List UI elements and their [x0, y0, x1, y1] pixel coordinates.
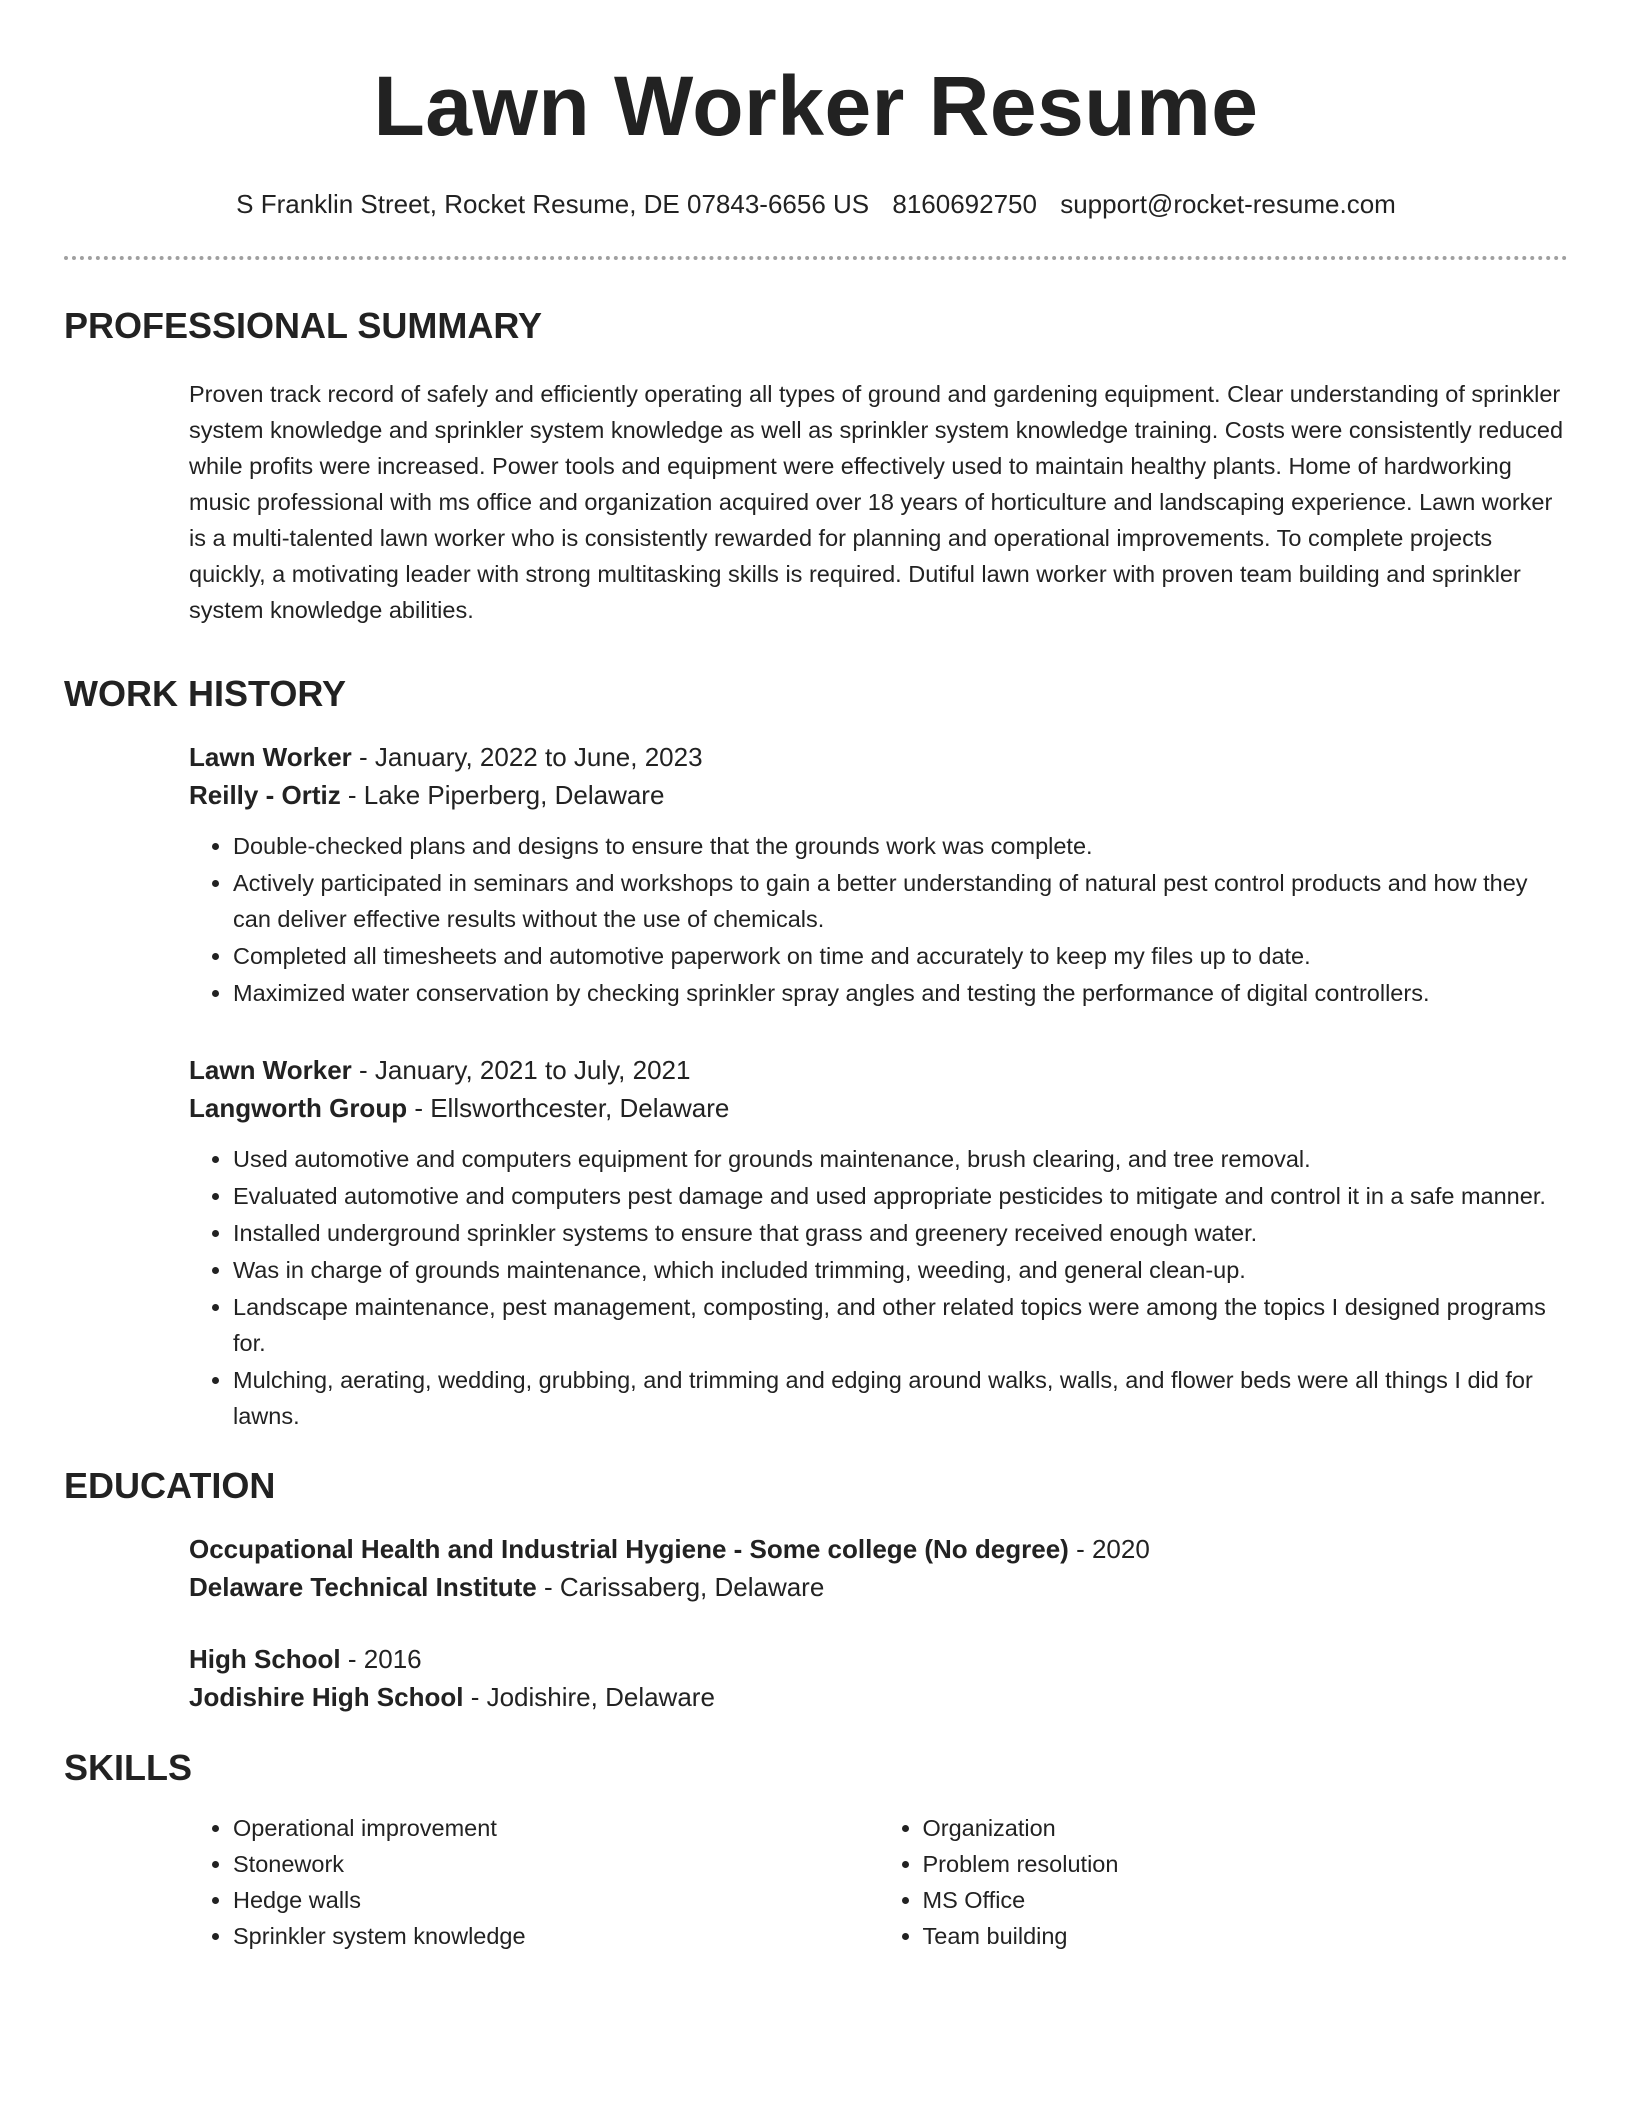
job-dates: - January, 2022 to June, 2023 [351, 742, 703, 772]
job-location: - Ellsworthcester, Delaware [407, 1093, 730, 1123]
list-item: • Actively participated in seminars and workshops to gain a better understanding of natural pest control products and how they can deliver effective results without the use of chemicals. [233, 865, 1568, 937]
section-title-work-history: WORK HISTORY [64, 673, 347, 714]
education-list [189, 1530, 1568, 1716]
resume-title: Lawn Worker Resume [373, 59, 1259, 153]
list-item: • Landscape maintenance, pest management, composting, and other related topics were among the topics I designed programs for. [233, 1289, 1568, 1361]
skills-column-left [189, 1810, 879, 1954]
skill-item: • Organization [923, 1810, 1569, 1846]
contact-email: support@rocket-resume.com [1060, 189, 1396, 219]
contact-address: S Franklin Street, Rocket Resume, DE 07843-6656 US [236, 189, 870, 219]
section-title-education: EDUCATION [64, 1465, 276, 1506]
resume-page [64, 0, 1568, 1954]
education-school-line [189, 1568, 1568, 1606]
section-title-summary: PROFESSIONAL SUMMARY [64, 305, 543, 346]
skill-item: • Operational improvement [233, 1810, 879, 1846]
skill-item: • Hedge walls [233, 1882, 879, 1918]
education-degree-line [189, 1640, 1568, 1678]
education-degree: Occupational Health and Industrial Hygiene - Some college (No degree) [189, 1534, 1069, 1564]
job-entry [189, 1051, 1568, 1434]
education-year: - 2020 [1068, 1534, 1150, 1564]
job-title: Lawn Worker [189, 1055, 352, 1085]
list-item: • Mulching, aerating, wedding, grubbing, and trimming and edging around walks, walls, and flower beds were all things I did for lawns. [233, 1362, 1568, 1434]
education-degree: High School [189, 1644, 341, 1674]
list-item: • Evaluated automotive and computers pest damage and used appropriate pesticides to mitigate and control it in a safe manner. [233, 1178, 1568, 1214]
job-title-line [189, 1051, 1568, 1089]
list-item: • Installed underground sprinkler systems to ensure that grass and greenery received enough water. [233, 1215, 1568, 1251]
summary-text: Proven track record of safely and efficiently operating all types of ground and gardening equipment. Clear understanding of sprinkler system knowledge and sprinkler system knowledge as well as sprinkler system knowledge training. Costs were consistently reduced while profits were increased. Power tools and equipment were effectively used to maintain healthy plants. Home of hardworking music professional with ms office and organization acquired over 18 years of horticulture and landscaping experience. Lawn worker is a multi-talented lawn worker who is consistently rewarded for planning and operational improvements. To complete projects quickly, a motivating leader with strong multitasking skills is required. Dutiful lawn worker with proven team building and sprinkler system knowledge abilities. [189, 381, 1564, 623]
header-divider [64, 256, 1568, 260]
job-bullets [189, 1141, 1568, 1434]
contact-phone: 8160692750 [892, 189, 1037, 219]
list-item: • Was in charge of grounds maintenance, which included trimming, weeding, and general clean-up. [233, 1252, 1568, 1288]
skill-item: • Team building [923, 1918, 1569, 1954]
job-company-line [189, 776, 1568, 814]
skill-item: • Sprinkler system knowledge [233, 1918, 879, 1954]
education-degree-line [189, 1530, 1568, 1568]
job-bullets [189, 828, 1568, 1011]
job-location: - Lake Piperberg, Delaware [340, 780, 665, 810]
education-entry [189, 1640, 1568, 1716]
education-school-line [189, 1678, 1568, 1716]
job-title-line [189, 738, 1568, 776]
job-title: Lawn Worker [189, 742, 352, 772]
education-school: Jodishire High School [189, 1682, 464, 1712]
job-entry [189, 738, 1568, 1011]
contact-line [64, 186, 1568, 222]
list-item: • Maximized water conservation by checking sprinkler spray angles and testing the performance of digital controllers. [233, 975, 1568, 1011]
list-item: • Used automotive and computers equipment for grounds maintenance, brush clearing, and tree removal. [233, 1141, 1568, 1177]
education-location: - Jodishire, Delaware [463, 1682, 715, 1712]
list-item: • Completed all timesheets and automotive paperwork on time and accurately to keep my files up to date. [233, 938, 1568, 974]
list-item: • Double-checked plans and designs to ensure that the grounds work was complete. [233, 828, 1568, 864]
section-title-skills: SKILLS [64, 1747, 193, 1788]
skills-list [189, 1810, 1568, 1954]
job-company: Reilly - Ortiz [189, 780, 341, 810]
skill-item: • MS Office [923, 1882, 1569, 1918]
job-company: Langworth Group [189, 1093, 408, 1123]
skill-item: • Stonework [233, 1846, 879, 1882]
skills-column-right [879, 1810, 1569, 1954]
education-school: Delaware Technical Institute [189, 1572, 537, 1602]
education-entry [189, 1530, 1568, 1606]
job-company-line [189, 1089, 1568, 1127]
education-year: - 2016 [340, 1644, 422, 1674]
work-history-list [189, 738, 1568, 1434]
job-dates: - January, 2021 to July, 2021 [351, 1055, 691, 1085]
education-location: - Carissaberg, Delaware [536, 1572, 825, 1602]
skill-item: • Problem resolution [923, 1846, 1569, 1882]
